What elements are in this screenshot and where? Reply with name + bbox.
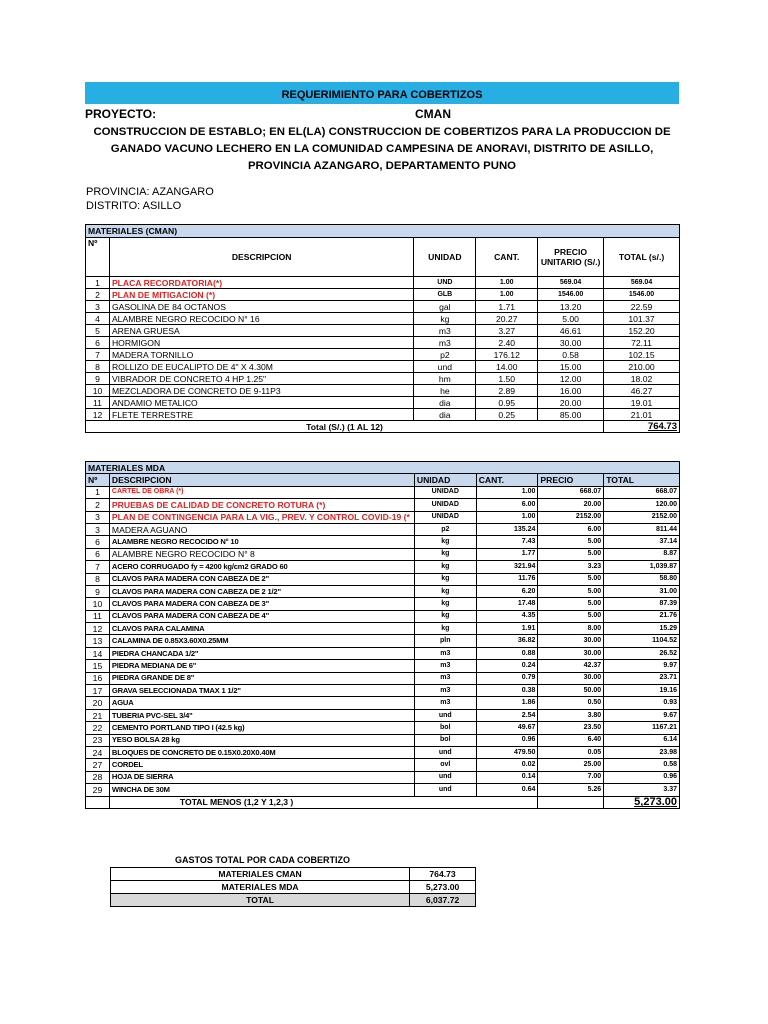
item-quantity: 0.96 [476, 734, 538, 746]
item-quantity: 36.82 [476, 635, 538, 647]
item-unit-price: 20.00 [538, 397, 604, 409]
item-number: 15 [86, 660, 110, 672]
item-total: 6.14 [604, 734, 680, 746]
summary-value-total: 6,037.72 [410, 894, 476, 907]
item-description: CARTEL DE OBRA (*) [109, 486, 414, 498]
item-description: GRAVA SELECCIONADA TMAX 1 1/2" [109, 685, 414, 697]
item-number: 12 [86, 623, 110, 635]
item-unit: m3 [414, 697, 476, 709]
item-unit: UNIDAD [414, 486, 476, 498]
item-description: HORMIGON [109, 337, 413, 349]
table-row [86, 325, 680, 337]
item-unit-price: 5.26 [538, 784, 604, 796]
item-description: PRUEBAS DE CALIDAD DE CONCRETO ROTURA (*) [109, 499, 414, 511]
item-unit-price: 3.23 [538, 561, 604, 573]
item-unit: und [414, 361, 476, 373]
item-quantity: 3.27 [476, 325, 538, 337]
materiales-cman-table [85, 224, 680, 433]
item-description: PLACA RECORDATORIA(*) [109, 277, 413, 289]
item-quantity: 1.00 [476, 289, 538, 301]
item-unit-price: 5.00 [538, 548, 604, 560]
item-total: 46.27 [604, 385, 680, 397]
item-number: 11 [86, 397, 110, 409]
item-number: 10 [86, 385, 110, 397]
item-description: HOJA DE SIERRA [109, 771, 414, 783]
item-unit: pln [414, 635, 476, 647]
summary-label-total: TOTAL [111, 894, 410, 907]
item-unit: bol [414, 722, 476, 734]
item-number: 6 [86, 337, 110, 349]
item-unit-price: 668.07 [538, 486, 604, 498]
item-unit-price: 42.37 [538, 660, 604, 672]
item-number: 10 [86, 598, 110, 610]
item-unit-price: 8.00 [538, 623, 604, 635]
item-unit: und [414, 784, 476, 796]
item-unit-price: 2152.00 [538, 511, 604, 523]
item-quantity: 0.24 [476, 660, 538, 672]
proyecto-label: PROYECTO: [85, 107, 157, 121]
cman-total-label: Total (S/.) (1 AL 12) [86, 421, 604, 433]
item-unit: UNIDAD [414, 511, 476, 523]
item-unit: kg [414, 313, 476, 325]
item-unit: kg [414, 573, 476, 585]
project-description: CONSTRUCCION DE ESTABLO; EN EL(LA) CONSTRUCCION DE COBERTIZOS PARA LA PRODUCCION DE GANADO VACUNO LECHERO EN LA COMUNIDAD CAMPESINA DE ANORAVI, DISTRITO DE ASILLO, PROVINCIA AZANGARO, DEPARTAMENTO PUNO [93, 126, 671, 172]
item-quantity: 1.86 [476, 697, 538, 709]
table-row [86, 349, 680, 361]
table-row [86, 523, 680, 535]
table-row [86, 672, 680, 684]
item-description: PIEDRA GRANDE DE 8" [109, 672, 414, 684]
item-number: 21 [86, 709, 110, 721]
item-description: MADERA AGUANO [109, 523, 414, 535]
item-number: 22 [86, 722, 110, 734]
summary-row [111, 894, 476, 907]
item-total: 1546.00 [604, 289, 680, 301]
table-row [86, 722, 680, 734]
item-quantity: 321.94 [476, 561, 538, 573]
item-number: 6 [86, 548, 110, 560]
item-total: 9.67 [604, 709, 680, 721]
item-unit: dia [414, 409, 476, 421]
item-unit: gal [414, 301, 476, 313]
item-description: ARENA GRUESA [109, 325, 413, 337]
item-quantity: 135.24 [476, 523, 538, 535]
item-quantity: 0.88 [476, 647, 538, 659]
item-unit: kg [414, 598, 476, 610]
item-description: TUBERIA PVC-SEL 3/4" [109, 709, 414, 721]
item-number: 9 [86, 585, 110, 597]
summary-label-mda: MATERIALES MDA [111, 881, 410, 894]
item-unit: kg [414, 561, 476, 573]
item-total: 26.52 [604, 647, 680, 659]
item-quantity: 6.00 [476, 499, 538, 511]
item-quantity: 2.40 [476, 337, 538, 349]
mda-total-value: 5,273.00 [604, 796, 680, 808]
item-quantity: 4.35 [476, 610, 538, 622]
item-quantity: 1.00 [476, 277, 538, 289]
table-row [86, 337, 680, 349]
item-number: 7 [86, 561, 110, 573]
item-unit-price: 1546.00 [538, 289, 604, 301]
item-unit-price: 30.00 [538, 337, 604, 349]
item-total: 19.16 [604, 685, 680, 697]
cman-header-num: Nº [86, 238, 110, 277]
cman-section-title: MATERIALES (CMAN) [86, 225, 680, 238]
item-number: 29 [86, 784, 110, 796]
cman-header-desc: DESCRIPCION [109, 238, 413, 277]
item-description: ALAMBRE NEGRO RECOCIDO N° 8 [109, 548, 414, 560]
item-unit: GLB [414, 289, 476, 301]
item-number: 5 [86, 325, 110, 337]
item-description: PLAN DE CONTINGENCIA PARA LA VIG., PREV. Y CONTROL COVID-19 (* [109, 511, 414, 523]
item-total: 9.97 [604, 660, 680, 672]
item-number: 2 [86, 289, 110, 301]
mda-total-label: TOTAL MENOS (1,2 Y 1,2,3 ) [109, 796, 538, 808]
item-description: FLETE TERRESTRE [109, 409, 413, 421]
item-total: 22.59 [604, 301, 680, 313]
item-unit-price: 30.00 [538, 672, 604, 684]
item-number: 1 [86, 277, 110, 289]
item-description: CEMENTO PORTLAND TIPO I (42.5 kg) [109, 722, 414, 734]
mda-header-desc: DESCRIPCION [109, 474, 414, 486]
table-row [86, 313, 680, 325]
item-unit: p2 [414, 523, 476, 535]
item-quantity: 0.25 [476, 409, 538, 421]
item-total: 101.37 [604, 313, 680, 325]
item-total: 120.00 [604, 499, 680, 511]
item-total: 21.76 [604, 610, 680, 622]
item-quantity: 1.00 [476, 511, 538, 523]
item-number: 6 [86, 536, 110, 548]
item-number: 12 [86, 409, 110, 421]
table-row [86, 771, 680, 783]
table-row [86, 361, 680, 373]
item-quantity: 0.38 [476, 685, 538, 697]
item-number: 24 [86, 746, 110, 758]
item-quantity: 1.91 [476, 623, 538, 635]
item-quantity: 49.67 [476, 722, 538, 734]
materiales-mda-table [85, 461, 680, 809]
item-quantity: 0.14 [476, 771, 538, 783]
item-number: 23 [86, 734, 110, 746]
provincia-label: PROVINCIA: AZANGARO [86, 186, 214, 198]
item-unit: hm [414, 373, 476, 385]
item-unit-price: 5.00 [538, 585, 604, 597]
item-unit-price: 30.00 [538, 635, 604, 647]
item-total: 102.15 [604, 349, 680, 361]
item-number: 11 [86, 610, 110, 622]
item-unit: dia [414, 397, 476, 409]
item-description: ALAMBRE NEGRO RECOCIDO N° 16 [109, 313, 413, 325]
item-unit: UNIDAD [414, 499, 476, 511]
item-description: YESO BOLSA 28 kg [109, 734, 414, 746]
item-number: 9 [86, 373, 110, 385]
item-total: 21.01 [604, 409, 680, 421]
item-unit-price: 569.04 [538, 277, 604, 289]
item-number: 1 [86, 486, 110, 498]
table-row [86, 635, 680, 647]
item-description: CLAVOS PARA MADERA CON CABEZA DE 3" [109, 598, 414, 610]
item-description: PLAN DE MITIGACION (*) [109, 289, 413, 301]
item-number: 20 [86, 697, 110, 709]
mda-header-unidad: UNIDAD [414, 474, 476, 486]
item-unit: kg [414, 536, 476, 548]
item-unit-price: 16.00 [538, 385, 604, 397]
item-description: VIBRADOR DE CONCRETO 4 HP 1.25" [109, 373, 413, 385]
item-unit: m3 [414, 337, 476, 349]
mda-header-cant: CANT. [476, 474, 538, 486]
mda-header-num: Nº [86, 474, 110, 486]
table-row [86, 585, 680, 597]
table-row [86, 784, 680, 796]
item-total: 72.11 [604, 337, 680, 349]
item-quantity: 7.43 [476, 536, 538, 548]
item-total: 87.39 [604, 598, 680, 610]
item-unit: p2 [414, 349, 476, 361]
item-total: 1,039.87 [604, 561, 680, 573]
mda-header-precio: PRECIO [538, 474, 604, 486]
item-unit: he [414, 385, 476, 397]
item-unit: kg [414, 623, 476, 635]
item-description: ACERO CORRUGADO fy = 4200 kg/cm2 GRADO 60 [109, 561, 414, 573]
table-row [86, 647, 680, 659]
item-number: 3 [86, 511, 110, 523]
item-unit-price: 46.61 [538, 325, 604, 337]
item-unit-price: 5.00 [538, 313, 604, 325]
item-unit-price: 12.00 [538, 373, 604, 385]
cman-header-cant: CANT. [476, 238, 538, 277]
item-unit: m3 [414, 660, 476, 672]
item-quantity: 20.27 [476, 313, 538, 325]
item-quantity: 0.79 [476, 672, 538, 684]
item-total: 0.58 [604, 759, 680, 771]
table-row [86, 598, 680, 610]
item-total: 31.00 [604, 585, 680, 597]
item-description: CALAMINA DE 0.85X3.60X0.25MM [109, 635, 414, 647]
table-row [86, 709, 680, 721]
item-unit: und [414, 709, 476, 721]
item-description: CLAVOS PARA MADERA CON CABEZA DE 4" [109, 610, 414, 622]
item-number: 7 [86, 349, 110, 361]
item-total: 23.98 [604, 746, 680, 758]
item-number: 3 [86, 523, 110, 535]
item-total: 0.93 [604, 697, 680, 709]
item-number: 17 [86, 685, 110, 697]
item-description: ANDAMIO METALICO [109, 397, 413, 409]
table-row [86, 373, 680, 385]
item-unit: ovl [414, 759, 476, 771]
item-number: 8 [86, 573, 110, 585]
item-number: 28 [86, 771, 110, 783]
item-number: 14 [86, 647, 110, 659]
item-unit-price: 23.50 [538, 722, 604, 734]
item-total: 152.20 [604, 325, 680, 337]
item-quantity: 6.20 [476, 585, 538, 597]
item-unit-price: 85.00 [538, 409, 604, 421]
item-number: 8 [86, 361, 110, 373]
item-description: CLAVOS PARA MADERA CON CABEZA DE 2" [109, 573, 414, 585]
item-total: 569.04 [604, 277, 680, 289]
item-description: PIEDRA MEDIANA DE 6" [109, 660, 414, 672]
item-unit-price: 50.00 [538, 685, 604, 697]
summary-value-cman: 764.73 [410, 868, 476, 881]
item-total: 58.80 [604, 573, 680, 585]
item-description: ALAMBRE NEGRO RECOCIDO N° 10 [109, 536, 414, 548]
item-unit: UND [414, 277, 476, 289]
item-total: 811.44 [604, 523, 680, 535]
item-quantity: 1.50 [476, 373, 538, 385]
item-total: 37.14 [604, 536, 680, 548]
table-row [86, 573, 680, 585]
table-row [86, 623, 680, 635]
table-row [86, 511, 680, 523]
item-description: GASOLINA DE 84 OCTANOS [109, 301, 413, 313]
item-unit: m3 [414, 685, 476, 697]
item-total: 23.71 [604, 672, 680, 684]
proyecto-value: CMAN [415, 107, 451, 121]
cman-header-total: TOTAL (s/.) [604, 238, 680, 277]
table-row [86, 548, 680, 560]
item-quantity: 0.64 [476, 784, 538, 796]
item-number: 4 [86, 313, 110, 325]
item-number: 16 [86, 672, 110, 684]
item-unit-price: 6.00 [538, 523, 604, 535]
table-row [86, 561, 680, 573]
table-row [86, 397, 680, 409]
item-quantity: 2.89 [476, 385, 538, 397]
item-unit-price: 0.05 [538, 746, 604, 758]
mda-section-title: MATERIALES MDA [86, 462, 680, 474]
item-description: AGUA [109, 697, 414, 709]
item-quantity: 14.00 [476, 361, 538, 373]
summary-row [111, 868, 476, 881]
item-description: MEZCLADORA DE CONCRETO DE 9-11P3 [109, 385, 413, 397]
item-description: BLOQUES DE CONCRETO DE 0.15X0.20X0.40M [109, 746, 414, 758]
item-total: 1104.52 [604, 635, 680, 647]
table-row [86, 289, 680, 301]
table-row [86, 734, 680, 746]
item-unit-price: 5.00 [538, 598, 604, 610]
item-unit: bol [414, 734, 476, 746]
item-unit: kg [414, 610, 476, 622]
item-total: 668.07 [604, 486, 680, 498]
item-quantity: 1.71 [476, 301, 538, 313]
item-unit-price: 6.40 [538, 734, 604, 746]
item-unit-price: 5.00 [538, 610, 604, 622]
item-total: 8.87 [604, 548, 680, 560]
item-total: 3.37 [604, 784, 680, 796]
item-unit-price: 5.00 [538, 536, 604, 548]
item-unit-price: 25.00 [538, 759, 604, 771]
table-row [86, 486, 680, 498]
item-quantity: 1.77 [476, 548, 538, 560]
item-unit-price: 3.80 [538, 709, 604, 721]
table-row [86, 385, 680, 397]
item-description: MADERA TORNILLO [109, 349, 413, 361]
item-description: CORDEL [109, 759, 414, 771]
item-unit-price: 20.00 [538, 499, 604, 511]
summary-value-mda: 5,273.00 [410, 881, 476, 894]
table-row [86, 746, 680, 758]
item-unit-price: 0.58 [538, 349, 604, 361]
item-description: CLAVOS PARA MADERA CON CABEZA DE 2 1/2" [109, 585, 414, 597]
table-row [86, 685, 680, 697]
table-row [86, 536, 680, 548]
item-total: 1167.21 [604, 722, 680, 734]
item-quantity: 2.54 [476, 709, 538, 721]
item-unit: m3 [414, 647, 476, 659]
item-number: 2 [86, 499, 110, 511]
table-row [86, 610, 680, 622]
cman-header-unidad: UNIDAD [414, 238, 476, 277]
item-unit-price: 13.20 [538, 301, 604, 313]
item-quantity: 11.76 [476, 573, 538, 585]
summary-title: GASTOS TOTAL POR CADA COBERTIZO [175, 855, 351, 865]
item-unit: und [414, 771, 476, 783]
item-unit-price: 0.50 [538, 697, 604, 709]
item-unit: kg [414, 548, 476, 560]
summary-row [111, 881, 476, 894]
item-quantity: 1.00 [476, 486, 538, 498]
item-unit: kg [414, 585, 476, 597]
table-row [86, 409, 680, 421]
summary-label-cman: MATERIALES CMAN [111, 868, 410, 881]
item-unit-price: 7.00 [538, 771, 604, 783]
item-unit: m3 [414, 325, 476, 337]
cman-total-value: 764.73 [604, 421, 680, 433]
table-row [86, 697, 680, 709]
document-title-banner: REQUERIMIENTO PARA COBERTIZOS [85, 82, 679, 104]
item-total: 15.29 [604, 623, 680, 635]
item-number: 3 [86, 301, 110, 313]
item-unit-price: 15.00 [538, 361, 604, 373]
item-total: 210.00 [604, 361, 680, 373]
item-unit: und [414, 746, 476, 758]
item-unit: m3 [414, 672, 476, 684]
item-description: WINCHA DE 30M [109, 784, 414, 796]
item-quantity: 176.12 [476, 349, 538, 361]
summary-table [110, 867, 476, 907]
item-number: 13 [86, 635, 110, 647]
table-row [86, 277, 680, 289]
item-total: 2152.00 [604, 511, 680, 523]
item-quantity: 17.48 [476, 598, 538, 610]
table-row [86, 499, 680, 511]
table-row [86, 660, 680, 672]
item-total: 18.02 [604, 373, 680, 385]
item-total: 0.96 [604, 771, 680, 783]
distrito-label: DISTRITO: ASILLO [86, 200, 182, 212]
item-unit-price: 5.00 [538, 573, 604, 585]
item-quantity: 0.95 [476, 397, 538, 409]
table-row [86, 301, 680, 313]
mda-header-total: TOTAL [604, 474, 680, 486]
item-description: PIEDRA CHANCADA 1/2" [109, 647, 414, 659]
item-number: 27 [86, 759, 110, 771]
cman-header-precio: PRECIO UNITARIO (S/.) [538, 238, 604, 277]
item-quantity: 479.50 [476, 746, 538, 758]
item-description: CLAVOS PARA CALAMINA [109, 623, 414, 635]
item-total: 19.01 [604, 397, 680, 409]
item-unit-price: 30.00 [538, 647, 604, 659]
item-description: ROLLIZO DE EUCALIPTO DE 4" X 4.30M [109, 361, 413, 373]
item-quantity: 0.02 [476, 759, 538, 771]
table-row [86, 759, 680, 771]
